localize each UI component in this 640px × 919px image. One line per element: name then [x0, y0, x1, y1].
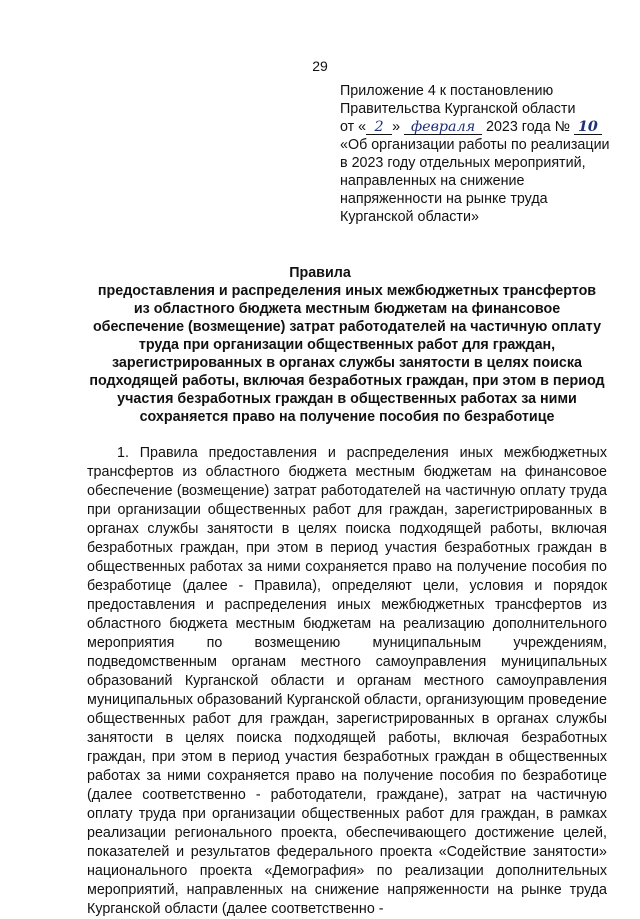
date-quote-close: »: [392, 119, 401, 135]
date-prefix: от «: [340, 119, 367, 135]
page-number: 29: [312, 58, 328, 74]
appendix-title-line-4: напряженности на рынке труда: [340, 191, 548, 207]
appendix-title-line-1: «Об организации работы по реализации: [340, 137, 610, 153]
document-title: Правила: [289, 265, 351, 281]
appendix-title-line-2: в 2023 году отдельных мероприятий,: [340, 155, 586, 171]
handwritten-day: 2: [366, 118, 392, 136]
appendix-date-line: [340, 118, 630, 136]
date-year-text: 2023 года №: [486, 119, 570, 135]
appendix-line-2: Правительства Курганской области: [340, 101, 576, 117]
appendix-title-line-3: направленных на снижение: [340, 173, 525, 189]
paragraph-1: 1. Правила предоставления и распределения иных межбюджетных трансфертов из областного бюджета местным бюджетам на финансовое обеспечение (возмещение) затрат работодателей на частичную оплату труда при организации общественных работ для граждан, зарегистрированных в органах службы занятости в целях поиска подходящей работы, включая безработных граждан, при этом в период участия безработных граждан в общественных работах за ними сохраняется право на получение пособия по безработице (далее - Правила), определяют цели, условия и порядок предоставления и распределения иных межбюджетных трансфертов из областного бюджета местным бюджетам на реализацию дополнительного мероприятия по возмещению муниципальным учреждениям, подведомственным органам местного самоуправления муниципальных образований Курганской области и органам местного самоуправления муниципальных образований Курганской области, организующим проведение общественных работ для граждан, зарегистрированных в органах службы занятости в целях поиска подходящей работы, включая безработных граждан, при этом в период участия безработных граждан в общественных работах за ними сохраняется право на получение пособия по безработице (далее соответственно - работодатели, граждане), затрат на частичную оплату труда при организации общественных работ для граждан, в рамках реализации регионального проекта, обеспечивающего достижение целей, показателей и результатов федерального проекта «Содействие занятости» национального проекта «Демография» по реализации дополнительных мероприятий, направленных на снижение напряженности на рынке труда Курганской области (далее соответственно -: [87, 445, 607, 917]
appendix-header: [340, 82, 630, 226]
handwritten-number: 10: [574, 118, 602, 136]
document-subtitle: предоставления и распределения иных межбюджетных трансфертов из областного бюджета местным бюджетам на финансовое обеспечение (возмещение) затрат работодателей на частичную оплату труда при организации общественных работ для граждан, зарегистрированных в органах службы занятости в целях поиска подходящей работы, включая безработных граждан, при этом в период участия безработных граждан в общественных работах за ними сохраняется право на получение пособия по безработице: [89, 283, 605, 425]
appendix-line-1: Приложение 4 к постановлению: [340, 83, 554, 99]
appendix-title-line-5: Курганской области»: [340, 209, 479, 225]
handwritten-month: февраля: [404, 118, 482, 136]
